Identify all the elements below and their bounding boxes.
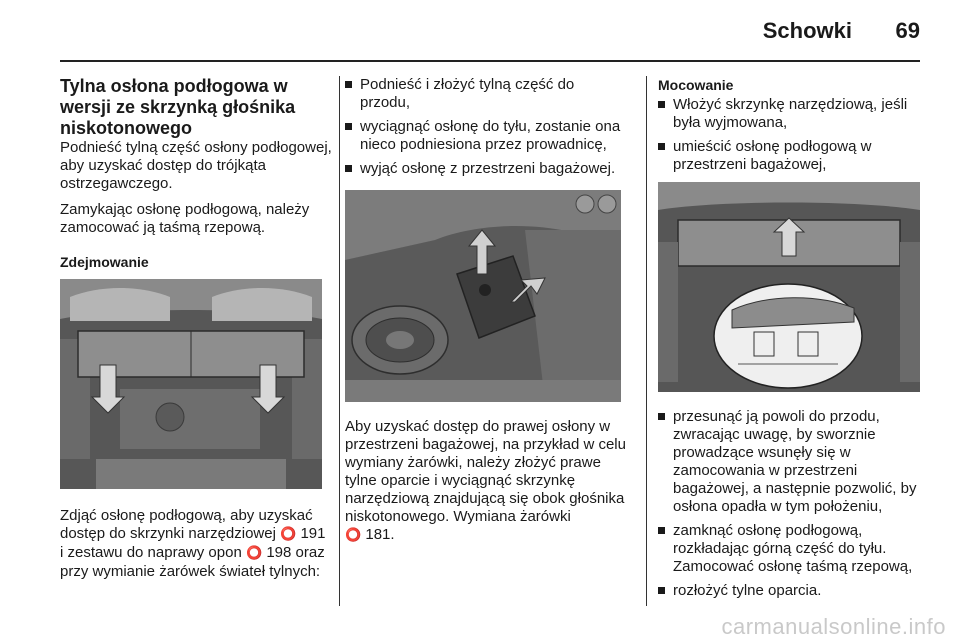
figure-subwoofer-toolbox [345,190,621,402]
column-3 [658,76,926,606]
trunk-illustration-2 [345,190,621,402]
watermark: carmanualsonline.info [721,614,946,639]
bullet-icon [658,413,665,420]
bullet-icon [658,587,665,594]
bullet-icon [345,81,352,88]
column-divider [339,76,340,606]
list-item: umieścić osłonę podłogową w przestrzeni bagażowej, [658,138,926,174]
subheading-mounting: Mocowanie [658,77,734,93]
column-divider [646,76,647,606]
paragraph-removal-caption: Zdjąć osłonę podłogową, aby uzyskać dostęp do skrzynki narzędziowej ⭕ 191 i zestawu do naprawy opon ⭕ 198 oraz przy wymianie żarówek świateł tylnych: [60,507,326,580]
list-item: rozłożyć tylne oparcia. [658,582,926,600]
page-ref-icon: ⭕ [345,528,362,543]
bullet-icon [658,143,665,150]
column-1 [60,76,332,589]
list-item: Podnieść i złożyć tylną część do przodu, [345,76,627,112]
paragraph-right-cover: Aby uzyskać dostęp do prawej osłony w przestrzeni bagażowej, na przykład w celu wymiany żarówki, należy złożyć prawe tylne oparcie i wyciągnąć skrzynkę narzędziową znajdującą się obok głośnika niskotonowego. Wymiana żarówki ⭕ 181. [345,418,626,543]
figure-floor-cover-removal [60,279,322,489]
page-title: Schowki [762,18,852,43]
bullet-icon [345,123,352,130]
bullet-icon [345,165,352,172]
header-divider [60,60,920,62]
page-ref-icon: ⭕ [245,546,263,561]
figure-floor-cover-mounting [658,182,920,392]
trunk-illustration-3 [658,182,920,392]
list-item: zamknąć osłonę podłogową, rozkładając górną część do tyłu. Zamocować osłonę taśmą rzepową, [658,522,926,576]
list-item: Włożyć skrzynkę narzędziową, jeśli była wyjmowana, [658,96,926,132]
list-item: przesunąć ją powoli do przodu, zwracając uwagę, by sworznie prowadzące wsunęły się w zamocowania w przestrzeni bagażowej, a następnie pozwolić, by osłona opadła w tym położeniu, [658,408,926,516]
column-2 [345,76,627,553]
bullet-icon [658,101,665,108]
removal-steps-list [345,76,627,178]
page-header [0,0,960,64]
page-ref[interactable]: 181. [365,526,395,543]
subheading-removal: Zdejmowanie [60,254,149,270]
mounting-steps-list-top [658,96,926,174]
page-ref[interactable]: 198 [266,544,292,561]
page-ref[interactable]: 191 [300,525,326,542]
paragraph-intro: Podnieść tylną część osłony podłogowej, aby uzyskać dostęp do trójkąta ostrzegawczego. [60,139,332,192]
bullet-icon [658,527,665,534]
paragraph-closing: Zamykając osłonę podłogową, należy zamocować ją taśmą rzepową. [60,201,310,236]
trunk-illustration-1 [60,279,322,489]
list-item: wyjąć osłonę z przestrzeni bagażowej. [345,160,627,178]
list-item: wyciągnąć osłonę do tyłu, zostanie ona nieco podniesiona przez prowadnicę, [345,118,627,154]
page-number: 69 [895,18,920,43]
mounting-steps-list-bottom [658,408,926,600]
page-ref-icon: ⭕ [280,527,297,542]
section-heading: Tylna osłona podłogowa w wersji ze skrzynką głośnika niskotonowego [60,76,296,138]
